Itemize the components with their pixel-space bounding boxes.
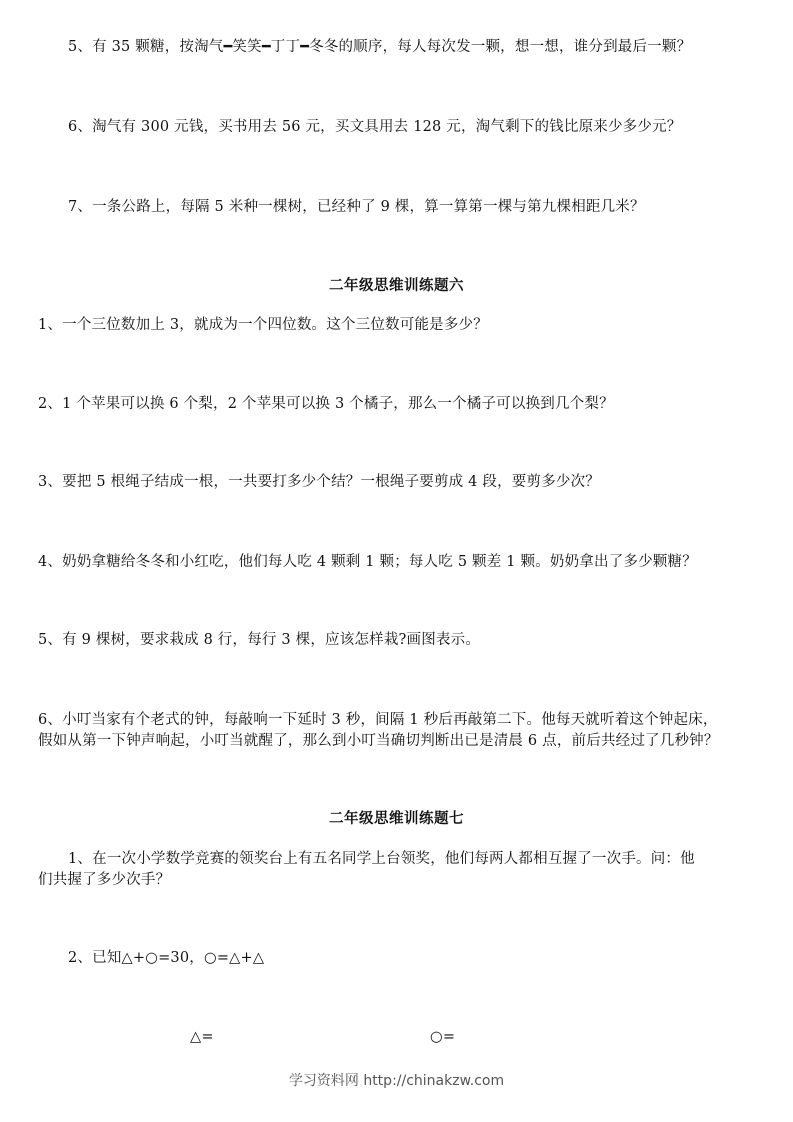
triangle-answer-blank: △= xyxy=(190,1029,214,1045)
question-5: 5、有 9 棵树，要求栽成 8 行，每行 3 棵，应该怎样栽?画图表示。 xyxy=(38,632,481,648)
question-1: 1、一个三位数加上 3，就成为一个四位数。这个三位数可能是多少？ xyxy=(38,317,488,333)
section-title-seven: 二年级思维训练题七 xyxy=(329,810,464,827)
question-7: 7、一条公路上，每隔 5 米种一棵树，已经种了 9 棵，算一算第一棵与第九棵相距几米？ xyxy=(68,199,645,215)
circle-answer-blank: ○= xyxy=(430,1029,456,1045)
footer-watermark: 学习资料网 http://chinakzw.com xyxy=(288,1073,505,1089)
question-6-line-2: 假如从第一下钟声响起，小叮当就醒了，那么到小叮当确切判断出已是清晨 6 点，前后共经过了几秒钟？ xyxy=(38,733,719,749)
question-1-line-2: 们共握了多少次手？ xyxy=(38,872,171,888)
question-2: 2、已知△+○=30，○=△+△ xyxy=(68,950,265,966)
question-3: 3、要把 5 根绳子结成一根，一共要打多少个结？一根绳子要剪成 4 段，要剪多少次？ xyxy=(38,474,601,490)
question-6-line-1: 6、小叮当家有个老式的钟，每敲响一下延时 3 秒，间隔 1 秒后再敲第二下。他每天就听着这个钟起床， xyxy=(38,712,718,728)
question-6: 6、淘气有 300 元钱，买书用去 56 元，买文具用去 128 元，淘气剩下的钱比原来少多少元？ xyxy=(68,119,682,135)
section-title-six: 二年级思维训练题六 xyxy=(329,277,464,294)
question-5: 5、有 35 颗糖，按淘气━笑笑━丁丁━冬冬的顺序，每人每次发一颗，想一想，谁分到最后一颗？ xyxy=(68,39,692,55)
question-1-line-1: 1、在一次小学数学竞赛的领奖台上有五名同学上台领奖，他们每两人都相互握了一次手。问：他 xyxy=(68,851,695,867)
question-2: 2、1 个苹果可以换 6 个梨，2 个苹果可以换 3 个橘子，那么一个橘子可以换到几个梨？ xyxy=(38,396,614,412)
question-4: 4、奶奶拿糖给冬冬和小红吃，他们每人吃 4 颗剩 1 颗；每人吃 5 颗差 1 颗。奶奶拿出了多少颗糖？ xyxy=(38,554,697,570)
